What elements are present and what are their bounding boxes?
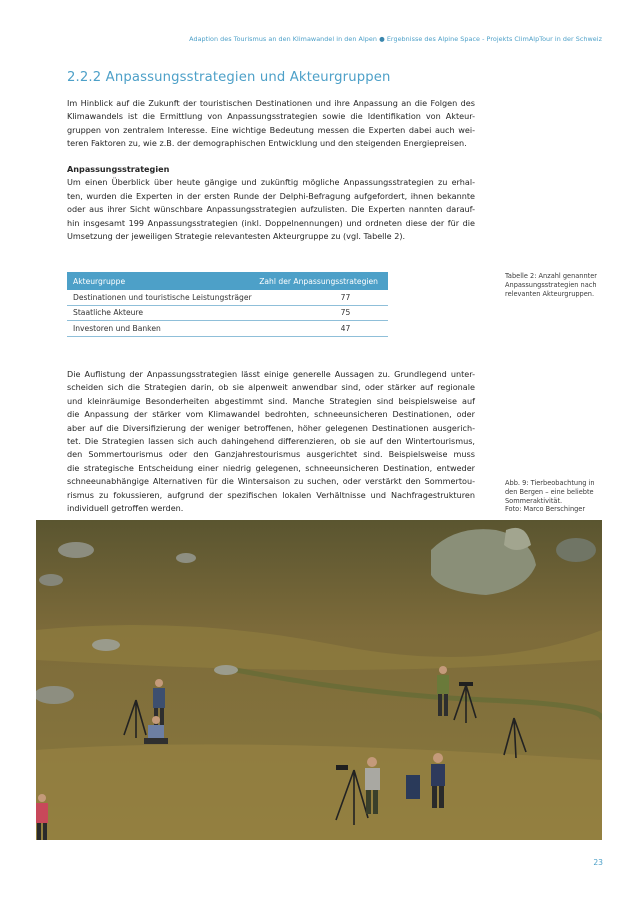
table-row xyxy=(67,306,388,322)
text-line: den Sommertourismus oder den Ganzjahrestourismus ausgerichtet sind. Beispielsweise muss xyxy=(67,449,475,460)
text-line: Die Auflistung der Anpassungsstrategien lässt einige generelle Aussagen zu. Grundlegend unter- xyxy=(67,369,475,379)
column-header-group: Akteurgruppe xyxy=(73,276,126,286)
scope-head xyxy=(336,765,348,770)
column-header-count: Zahl der Anpassungsstrategien xyxy=(259,276,378,286)
text-line: rismus zu fokussieren, aufgrund der spezifischen lokalen Verhältnisse und Nachfragestrukturen xyxy=(67,489,475,500)
table-header-row xyxy=(67,272,388,290)
actor-group-table xyxy=(67,272,388,337)
figure-caption xyxy=(505,479,605,514)
table-row xyxy=(67,321,388,337)
text-line: die Anpassung der stärker vom Klimawandel bedrohten, schneeunsicheren Destinationen, oder xyxy=(67,409,475,420)
text-line: aber auf die Diversifizierung der weniger betroffenen, höher gelegenen Destinationen ausgerich- xyxy=(67,422,475,433)
photo-illustration xyxy=(36,520,602,840)
rock xyxy=(176,553,196,563)
wildlife-watching-photo xyxy=(36,520,602,840)
cell-count: 75 xyxy=(340,308,351,318)
strategies-paragraph xyxy=(67,163,475,243)
rock xyxy=(92,639,120,651)
text-line: ten, wurden die Experten in der ersten Runde der Delphi-Befragung aufgefordert, ihnen bekannte xyxy=(67,190,475,201)
text-line: oder aus ihrer Sicht wünschbare Anpassungsstrategien aufzulisten. Die Experten nannten darauf- xyxy=(67,204,475,215)
text-line: hin insgesamt 199 Anpassungsstrategien (inkl. Doppelnennungen) und ordneten diese der für die xyxy=(67,217,475,228)
text-line: die strategische Entscheidung einer niedrig gelegenen, schneeunsicheren Destination, entweder xyxy=(67,462,475,473)
text-line: gruppen von zentralem Interesse. Eine wichtige Bedeutung messen die Experten dabei auch wei- xyxy=(67,124,475,135)
bullet-separator: ● xyxy=(379,35,385,43)
cell-group: Destinationen und touristische Leistungsträger xyxy=(73,292,252,302)
page-number: 23 xyxy=(593,858,603,867)
caption-line: Anpassungsstrategien nach xyxy=(505,280,597,289)
rock xyxy=(556,538,596,562)
rock xyxy=(39,574,63,586)
caption-line: Abb. 9: Tierbeobachtung in xyxy=(505,479,595,487)
caption-line: Sommeraktivität. xyxy=(505,496,563,505)
cell-group: Staatliche Akteure xyxy=(73,308,144,318)
cell-group: Investoren und Banken xyxy=(73,323,161,333)
cell-count: 77 xyxy=(340,292,351,302)
cell-count: 47 xyxy=(340,323,351,333)
text-line: Um einen Überblick über heute gängige und zukünftig mögliche Anpassungsstrategien zu erhal- xyxy=(67,177,475,188)
scope-head xyxy=(459,682,473,686)
table-row xyxy=(67,290,388,306)
rock xyxy=(58,542,94,558)
caption-line: relevanten Akteurgruppen. xyxy=(505,289,595,298)
text-line: und kleinräumige Besonderheiten abgestimmt sind. Manche Strategien sind beispielsweise auf xyxy=(67,395,475,406)
text-line: scheiden sich die Strategien darin, ob sie alpenweit anwendbar sind, oder stärker auf regionale xyxy=(67,382,475,393)
rock xyxy=(214,665,238,675)
discussion-paragraph xyxy=(67,368,475,515)
caption-credit: Foto: Marco Berschinger xyxy=(505,505,586,514)
text-line: Umsetzung der jeweiligen Strategie relevantesten Akteurgruppe zu (vgl. Tabelle 2). xyxy=(67,231,406,242)
strategies-heading: Anpassungsstrategien xyxy=(67,164,170,174)
caption-line: den Bergen – eine beliebte xyxy=(505,487,594,496)
text-line: Im Hinblick auf die Zukunft der touristischen Destinationen und ihre Anpassung an die Folgen des xyxy=(67,98,475,108)
running-subtitle: Ergebnisse des Alpine Space - Projekts ClimAlpTour in der Schweiz xyxy=(386,35,602,43)
caption-line: Tabelle 2: Anzahl genannter xyxy=(505,272,598,280)
section-title: 2.2.2 Anpassungsstrategien und Akteurgruppen xyxy=(67,70,391,85)
foreground-grass xyxy=(36,744,602,840)
text-line: individuell getroffen werden. xyxy=(67,503,184,514)
text-line: Klimawandels ist die Ermittlung von Anpassungsstrategien sowie die Identifikation von Akteur- xyxy=(67,111,475,122)
text-line: tet. Die Strategien lassen sich auch dahingehend differenzieren, ob sie auf den Wintertourismus, xyxy=(67,436,475,447)
table-caption xyxy=(505,272,605,298)
running-header xyxy=(82,35,602,43)
text-line: teren Faktoren zu, wie z.B. der demographischen Entwicklung und den steigenden Energiepreisen. xyxy=(67,138,467,149)
backpack xyxy=(406,775,420,799)
intro-paragraph xyxy=(67,97,475,151)
text-line: schneeunabhängige Alternativen für die Wintersaison zu suchen, oder verstärkt den Sommertou- xyxy=(67,476,475,487)
running-title: Adaption des Tourismus an den Klimawandel in den Alpen xyxy=(189,35,377,43)
